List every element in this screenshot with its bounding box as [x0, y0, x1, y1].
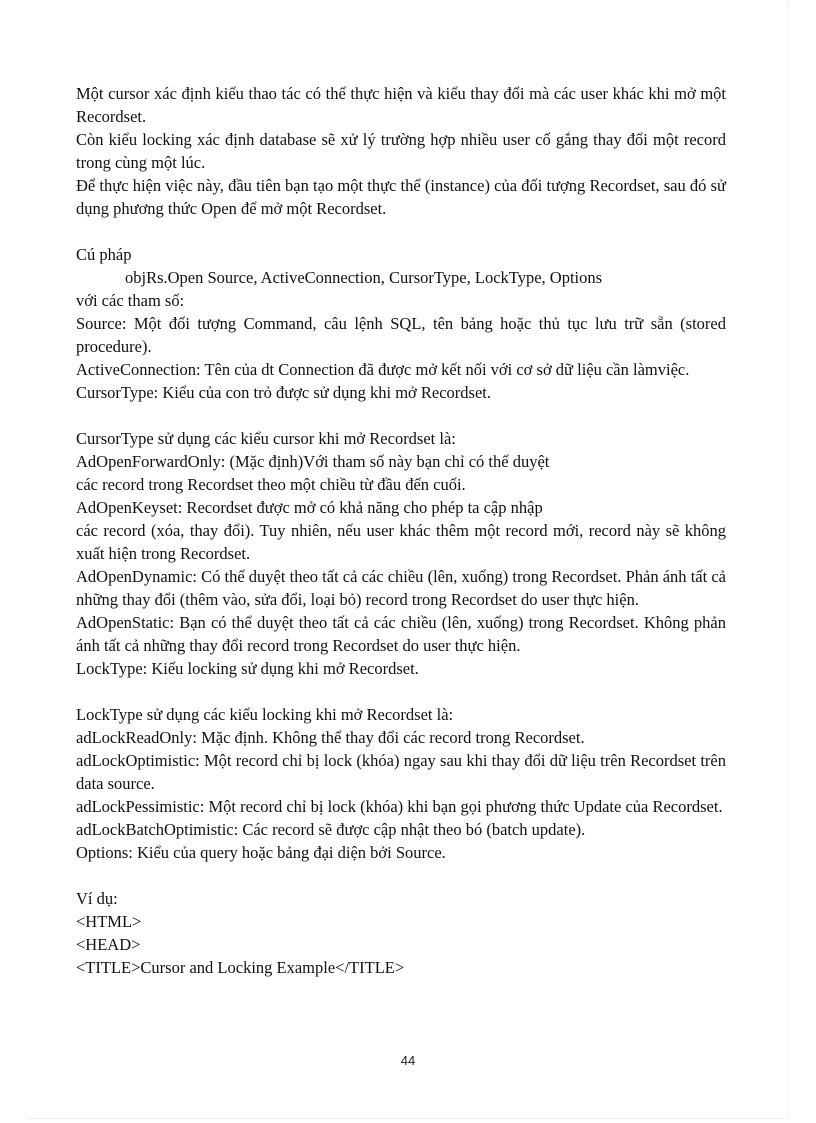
- param-source: Source: Một đối tượng Command, câu lệnh SQL, tên bảng hoặc thủ tục lưu trữ sẵn (stored procedure).: [76, 314, 726, 356]
- lock-read-only: adLockReadOnly: Mặc định. Không thể thay đổi các record trong Recordset.: [76, 728, 585, 747]
- cursor-types-heading: CursorType sử dụng các kiểu cursor khi mở Recordset là:: [76, 429, 456, 448]
- page-number: 44: [400, 1053, 416, 1068]
- param-cursor-type: CursorType: Kiểu của con trỏ được sử dụng khi mở Recordset.: [76, 383, 491, 402]
- blank-line: [76, 220, 726, 243]
- blank-line: [76, 404, 726, 427]
- paragraph-instance-intro: Để thực hiện việc này, đầu tiên bạn tạo một thực thể (instance) của đối tượng Recordset, sau đó sử dụng phương thức Open để mở một Recordset.: [76, 176, 726, 218]
- param-options: Options: Kiểu của query hoặc bảng đại diện bởi Source.: [76, 843, 446, 862]
- document-body: [76, 82, 726, 979]
- code-head-open: <HEAD>: [76, 935, 141, 954]
- code-title: <TITLE>Cursor and Locking Example</TITLE>: [76, 958, 405, 977]
- code-html-open: <HTML>: [76, 912, 142, 931]
- example-heading: Ví dụ:: [76, 889, 118, 908]
- cursor-dynamic: AdOpenDynamic: Có thể duyệt theo tất cả các chiều (lên, xuống) trong Recordset. Phản ánh tất cả những thay đổi (thêm vào, sửa đổi, loại bỏ) record trong Recordset do user thực hiện.: [76, 567, 726, 609]
- parameters-intro: với các tham số:: [76, 291, 185, 310]
- cursor-keyset-line-2: các record (xóa, thay đổi). Tuy nhiên, nếu user khác thêm một record mới, record này sẽ không xuất hiện trong Recordset.: [76, 521, 726, 563]
- cursor-forward-only-line-1: AdOpenForwardOnly: (Mặc định)Với tham số này bạn chỉ có thể duyệt: [76, 452, 550, 471]
- paragraph-cursor-definition: Một cursor xác định kiểu thao tác có thể thực hiện và kiểu thay đổi mà các user khác khi mở một Recordset.: [76, 84, 726, 126]
- lock-pessimistic: adLockPessimistic: Một record chỉ bị lock (khóa) khi bạn gọi phương thức Update của Recordset.: [76, 797, 723, 816]
- lock-optimistic: adLockOptimistic: Một record chỉ bị lock (khóa) ngay sau khi thay đổi dữ liệu trên Recordset trên data source.: [76, 751, 726, 793]
- lock-types-heading: LockType sử dụng các kiểu locking khi mở Recordset là:: [76, 705, 454, 724]
- lock-batch-optimistic: adLockBatchOptimistic: Các record sẽ được cập nhật theo bó (batch update).: [76, 820, 586, 839]
- syntax-code-line: objRs.Open Source, ActiveConnection, CursorType, LockType, Options: [125, 268, 603, 287]
- cursor-static: AdOpenStatic: Bạn có thể duyệt theo tất cả các chiều (lên, xuống) trong Recordset. Không phản ánh tất cả những thay đổi record trong Recordset do user thực hiện.: [76, 613, 726, 655]
- cursor-forward-only-line-2: các record trong Recordset theo một chiều từ đầu đến cuối.: [76, 475, 466, 494]
- paragraph-locking-definition: Còn kiểu locking xác định database sẽ xử lý trường hợp nhiều user cố gắng thay đổi một record trong cùng một lúc.: [76, 130, 726, 172]
- param-lock-type: LockType: Kiểu locking sử dụng khi mở Recordset.: [76, 659, 419, 678]
- param-active-connection: ActiveConnection: Tên của dt Connection đã được mở kết nối với cơ sở dữ liệu cần làmviệc.: [76, 360, 690, 379]
- blank-line: [76, 680, 726, 703]
- blank-line: [76, 864, 726, 887]
- cursor-keyset-line-1: AdOpenKeyset: Recordset được mở có khả năng cho phép ta cập nhập: [76, 498, 543, 517]
- page-right-border: [787, 0, 788, 1118]
- page-bottom-border: [28, 1118, 788, 1119]
- syntax-heading: Cú pháp: [76, 245, 132, 264]
